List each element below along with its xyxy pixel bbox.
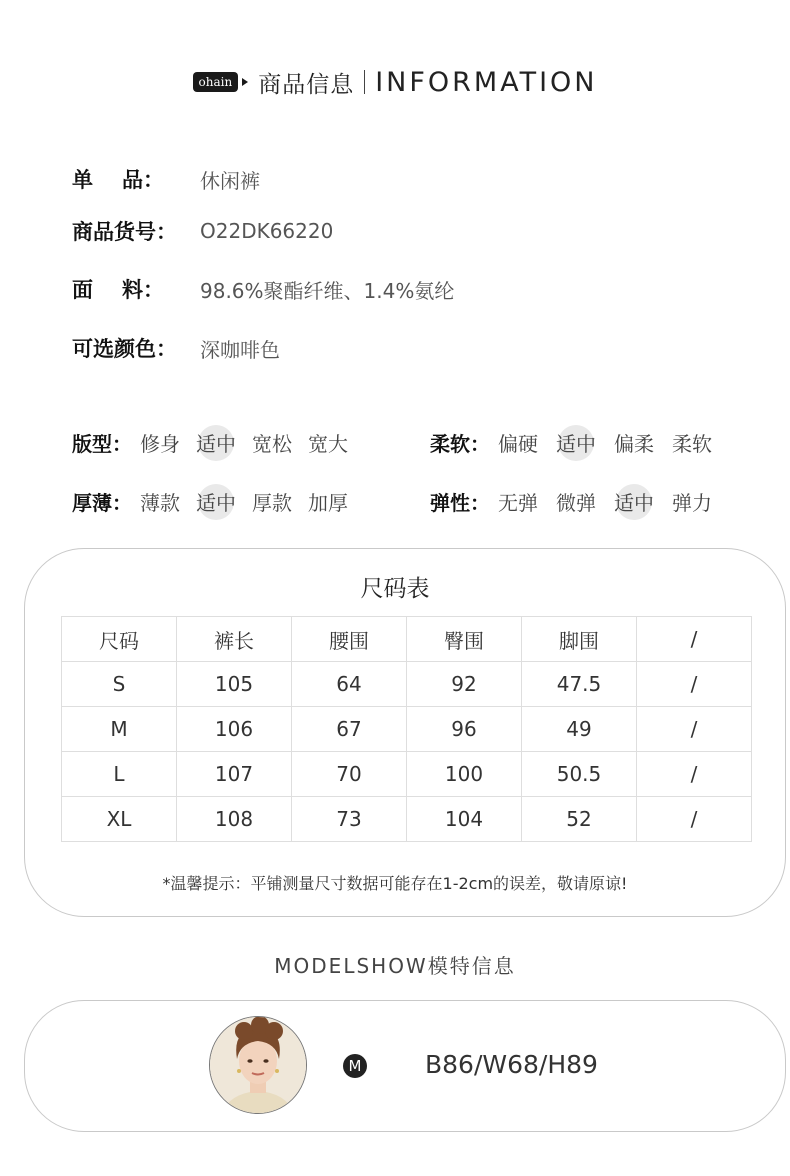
attr-thickness (72, 483, 364, 519)
info-label: 单 品： (72, 168, 164, 192)
table-cell: / (637, 752, 752, 797)
table-row (62, 662, 752, 707)
attr-option: 偏柔 (614, 431, 654, 456)
info-row-sku (72, 216, 333, 246)
table-cell: 96 (407, 707, 522, 752)
table-cell: 49 (522, 707, 637, 752)
attr-option: 柔软 (672, 431, 712, 456)
attr-option: 加厚 (308, 490, 348, 515)
table-header-row (62, 617, 752, 662)
model-size-badge: M (343, 1054, 367, 1078)
info-value: 深咖啡色 (200, 337, 280, 362)
attr-option: 厚款 (252, 490, 292, 515)
model-measurements: B86/W68/H89 (425, 1050, 598, 1079)
info-value: 休闲裤 (200, 168, 260, 193)
info-label: 可选颜色： (72, 337, 177, 361)
table-header-cell: 腰围 (292, 617, 407, 662)
model-card (24, 1000, 786, 1132)
model-section-title: MODELSHOW模特信息 (274, 954, 516, 978)
table-header-cell: 臀围 (407, 617, 522, 662)
header-title-en: INFORMATION (375, 66, 598, 98)
header-title-cn: 商品信息 (258, 71, 355, 98)
table-cell: 105 (177, 662, 292, 707)
table-cell: 100 (407, 752, 522, 797)
attr-option-selected: 适中 (196, 428, 236, 457)
section-header (0, 62, 790, 102)
attr-option-selected: 适中 (556, 428, 596, 457)
table-header-cell: 裤长 (177, 617, 292, 662)
attr-elasticity (430, 483, 728, 519)
attr-label: 弹性： (430, 490, 490, 515)
table-cell: 47.5 (522, 662, 637, 707)
table-cell: / (637, 662, 752, 707)
size-table (61, 616, 752, 842)
info-row-fabric (72, 274, 454, 304)
model-portrait-icon (210, 1017, 306, 1113)
attr-label: 厚薄： (72, 490, 132, 515)
attr-option: 薄款 (140, 490, 180, 515)
attr-fit (72, 424, 364, 460)
table-cell: 70 (292, 752, 407, 797)
info-value: 98.6%聚酯纤维、1.4%氨纶 (200, 278, 455, 303)
attr-label: 柔软： (430, 431, 490, 456)
attr-option: 弹力 (672, 490, 712, 515)
table-cell: 106 (177, 707, 292, 752)
table-cell: S (62, 662, 177, 707)
table-header-cell: 尺码 (62, 617, 177, 662)
info-value: O22DK66220 (200, 219, 334, 243)
table-row (62, 797, 752, 842)
table-cell: 73 (292, 797, 407, 842)
table-header-cell: 脚围 (522, 617, 637, 662)
attr-option: 宽大 (308, 431, 348, 456)
table-cell: / (637, 707, 752, 752)
header-divider (364, 70, 365, 94)
info-row-color (72, 333, 280, 363)
attr-option: 微弹 (556, 490, 596, 515)
table-header-cell: / (637, 617, 752, 662)
attr-option-selected: 适中 (614, 487, 654, 516)
table-cell: 67 (292, 707, 407, 752)
attr-option: 无弹 (498, 490, 538, 515)
table-cell: 50.5 (522, 752, 637, 797)
table-cell: 108 (177, 797, 292, 842)
table-cell: 64 (292, 662, 407, 707)
play-arrow-icon (242, 78, 248, 86)
attr-softness (430, 424, 728, 460)
attr-label: 版型： (72, 431, 132, 456)
table-cell: XL (62, 797, 177, 842)
attr-option-selected: 适中 (196, 487, 236, 516)
table-cell: 107 (177, 752, 292, 797)
table-cell: 52 (522, 797, 637, 842)
info-label: 面 料： (72, 278, 164, 302)
table-cell: 92 (407, 662, 522, 707)
attr-option: 偏硬 (498, 431, 538, 456)
model-avatar (209, 1016, 307, 1114)
brand-logo: ohain (193, 72, 239, 92)
attr-option: 修身 (140, 431, 180, 456)
table-cell: / (637, 797, 752, 842)
table-cell: 104 (407, 797, 522, 842)
attr-option: 宽松 (252, 431, 292, 456)
size-chart-note: *温馨提示：平铺测量尺寸数据可能存在1-2cm的误差，敬请原谅! (162, 874, 628, 893)
info-label: 商品货号： (72, 220, 177, 244)
size-chart-title: 尺码表 (360, 576, 430, 602)
table-cell: L (62, 752, 177, 797)
table-row (62, 752, 752, 797)
table-row (62, 707, 752, 752)
table-cell: M (62, 707, 177, 752)
info-row-item (72, 164, 260, 194)
